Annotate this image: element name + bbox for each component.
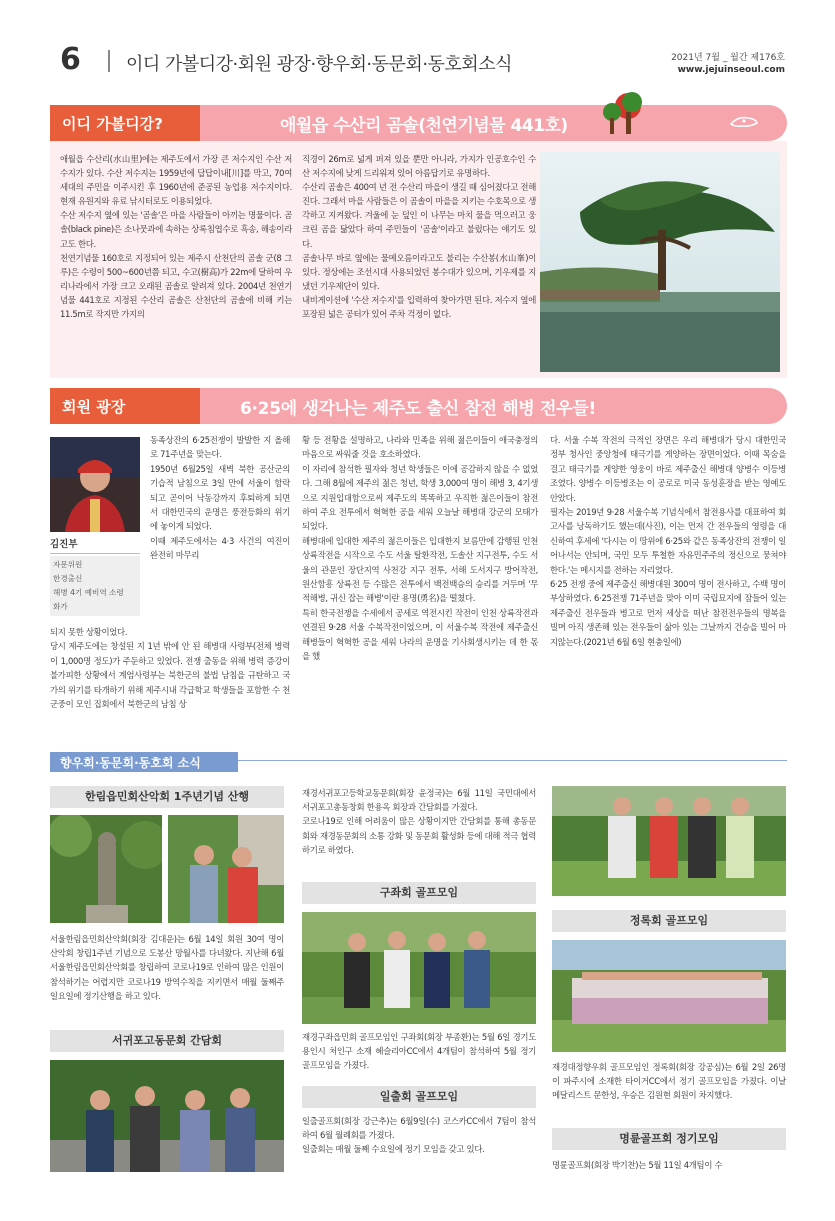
issue-label: 2021년 7월 _ 월간 제176호 [671,53,785,63]
author-info-line: 해병 4기 예비역 소령 [53,588,124,597]
news-item-body: 명륜골프회(회장 박기찬)는 5월 11일 4개팀이 수 [552,1160,723,1170]
author-info-line: 자문위원 [53,560,83,569]
website-link[interactable]: www.jejuinseoul.com [677,65,785,75]
author-name: 김진부 [50,536,140,554]
section2-column2: 황 등 전황을 설명하고, 나라와 민족을 위해 젊은이들이 애국충정의 마음으로 싸워줄 것을 호소하였다. 이 자리에 참석한 필자와 청년 학생들은 이에 공감하지 않을 수 없었다. 그해 8월에 제주의 젊은 청년, 학생 3,000여 명이 해병 3, 4기생으로 지원입대함으로써 제주도의 똑똑하고 우직한 젊은이들이 참전하여 주요 전투에서 혁혁한 공을 세워 오늘날 해병대 강군의 모태가 되었다. 해병대에 입대한 제주의 젊은이들은 입대한지 보름만에 감행된 인천상륙작전을 시작으로 수도 서울 탈환작전, 도솔산 지구전투, 수도 서울의 관문인 장단지역 사천강 지구 전투, 서해 도서지구 방어작전, 원산함흥 상륙전 등 수많은 전투에서 백전백승의 승리를 거두며 '무적해병, 귀신 잡는 해병'이란 용명(勇名)을 떨쳤다. 특히 한국전쟁을 수세에서 공세로 역전시킨 작전이 인천 상륙작전과 연결된 9·28 서울 수복작전이었으며, 이 서울수복 작전에 제주출신 해병들이 혁혁한 공을 세워 나라의 운명을 기사회생시키는 데 한 몫을 했 [302,435,538,662]
news-item-body: 재경대정향우회 골프모임인 정록회(회장 강공심)는 6월 2일 26명이 파주시에 소재한 타이거CC에서 정기 골프모임을 가졌다. 이날 메달리스트 문한성, 우승은 김원현 회원이 차지했다. [552,1062,786,1101]
section1-column2: 직경이 26m로 넓게 퍼져 있을 뿐만 아니라, 가지가 인공호수인 수산 저수지에 낮게 드리워져 있어 아름답기로 유명하다. 수산리 곰솔은 400여 년 전 수산리 마을이 생길 때 심어졌다고 전해진다. 그래서 마을 사람들은 이 곰솔이 마을을 지키는 수호목으로 생각하고 지켜왔다. 겨울에 눈 덮인 이 나무는 마치 물을 먹으러고 웅크린 곰을 닮았다 하여 주민들이 '곰솔'이라고 불렀다는 얘기도 있다. 곰솔나무 바로 옆에는 물메오름이라고도 불리는 수산봉(水山峯)이 있다. 정상에는 조선시대 사용되었던 봉수대가 있으며, 기우제를 지냈던 기우제단이 있다. 내비게이션에 '수산 저수지'를 입력하여 찾아가면 된다. 저수지 옆에 포장된 넓은 공터가 있어 주차 걱정이 없다. [302,154,536,320]
news-item-body: 재경서귀포고등학교동문회(회장 윤정국)는 6월 11일 국민대에서 서귀포고총동창회 한용옥 회장과 간담회를 가졌다. 코로나19로 인해 어려움이 많은 상황이지만 간담회를 통해 총동문회와 재경동문회의 소통 강화 및 동문회 활성화 등에 대해 적극 협력하기로 하였다. [302,788,536,855]
jeju-island-icon [728,112,760,132]
golfers-photo [552,786,786,896]
news-item-title: 구좌회 골프모임 [302,882,536,904]
section2-column1-bottom: 되지 못한 상황이었다. 당시 제주도에는 창설된 지 1년 밖에 안 된 해병대 사령부(전체 병력이 1,000명 정도)가 주둔하고 있었다. 전쟁 출동을 위해 병력 증강이 불가피한 상황에서 계엄사령부는 북한군의 불법 남침을 규탄하고 국가의 위기를 타개하기 위해 제주시내 각급학교 학생들을 포함한 수 천 군중이 모인 집회에서 북한군의 남침 상 [50,627,290,710]
news-item-body: 서울한림읍민회산악회(회장 김대운)는 6월 14일 회원 30여 명이 산악회 창립1주년 기념으로 도봉산 망월사를 다녀왔다. 지난해 6월 서울한림읍민회산악회를 창립하여 코로나19로 인하여 많은 인원이 참석하기는 어렵지만 코로나19 방역수칙을 지키면서 매월 둘째주 일요일에 정기산행을 하고 있다. [50,934,284,1001]
section2-column3: 다. 서울 수복 작전의 극적인 장면은 우리 해병대가 당시 대한민국 정부 청사인 중앙청에 태극기를 게양하는 장면이었다. 이때 목숨을 걸고 태극기를 게양한 영웅이 바로 제주출신 해병대 양병수 이등병조였다. 양병수 이등병조는 이 공로로 미국 동성훈장을 받는 영예도 안았다. 필자는 2019년 9·28 서울수복 기념식에서 참전용사를 대표하여 회고사를 낭독하기도 했는데(사진), 이는 먼저 간 전우들의 영령을 대신하여 후세에 '다시는 이 땅위에 6·25와 같은 동족상잔의 전쟁이 일어나서는 안되며, 국민 모두 투철한 자유민주주의 정신으로 뭉쳐야 한다.'는 메시지를 전하는 자리였다. 6·25 전쟁 중에 제주출신 해병대원 300여 명이 전사하고, 수백 명이 부상하였다. 6·25전쟁 71주년을 맞아 이미 국립묘지에 잠들어 있는 제주출신 전우들과 병고로 먼저 세상을 떠난 참전전우들의 명복을 빌며 아직 생존해 있는 전우들이 삶아 있는 그날까지 건승을 빌어 마지않는다.(2021년 6월 6일 현충일에) [550,435,786,647]
large-group-photo [552,940,786,1052]
tree-icon [598,90,648,136]
news-item-title: 한림읍민회산악회 1주년기념 산행 [50,786,284,808]
section1-tab-label: 이디 가볼디강? [62,115,163,133]
header-divider [108,50,110,72]
section2-column1-top: 동족상잔의 6·25전쟁이 발발한 지 올해로 71주년을 맞는다. 1950년 6월25일 새벽 북한 공산군의 기습적 남침으로 3일 만에 서울이 함락되고 곧이어 낙동강까지 후퇴하게 되면서 대한민국의 운명은 풍전등화의 위기에 놓이게 되었다. 이때 제주도에서는 4·3 사건의 여진이 완전히 마무리 [150,435,290,561]
news-item-title: 명륜골프회 정기모임 [552,1128,786,1150]
news-header-label: 향우회·동문회·동호회 소식 [60,756,201,770]
news-item-title: 일출회 골프모임 [302,1086,536,1108]
news-item-title: 서귀포고동문회 간담회 [50,1030,284,1052]
hikers-photo [168,815,284,923]
page-number: 6 [60,42,81,77]
page-title: 이디 가볼디강·회원 광장·향우회·동문회·동호회소식 [126,54,512,75]
statue-photo [50,815,162,923]
section2-title: 6·25에 생각나는 제주도 출신 참전 해병 전우들! [240,399,596,419]
section2-tab-label: 회원 광장 [62,398,126,416]
section1-column1: 애월읍 수산리(水山里)에는 제주도에서 가장 큰 저수지인 수산 저수지가 있다. 수산 저수지는 1959년에 답답이내[川]를 막고, 70여 세대의 주민을 이주시킨 후 1960년에 준공된 농업용 저수지이다. 현재 유원지와 유료 낚시터로도 이용되었다. 수산 저수지 옆에 있는 '곰솔'은 마을 사람들이 아끼는 명물이다. 곰솔(black pine)은 소나뭇과에 속하는 상록침엽수로 흑송, 해송이라고도 한다. 천연기념물 160호로 지정되어 있는 제주시 산천단의 곰솔 군(8 그루)은 수령이 500~600년쯤 되고, 수고(樹高)가 22m에 달하여 우리나라에서 가장 크고 오래된 곰솔로 알려져 있다. 2004년 천연기념물 441호로 지정된 수산리 곰솔은 산천단의 곰솔에 비해 키는 11.5m로 작지만 가지의 [60,154,292,320]
author-info-line: 화가 [53,602,68,611]
section1-title: 애월읍 수산리 곰솔(천연기념물 441호) [280,116,568,136]
news-item-body: 재경구좌읍민회 골프모임인 구좌회(회장 부종환)는 5월 6일 경기도 용인시 처인구 소재 헤슬리아CC에서 4개팀이 참석하여 5월 정기 골프모임을 가졌다. [302,1032,536,1071]
news-item-body: 일출골프회(회장 강근추)는 6월9일(수) 코스카CC에서 7팀이 참석하여 6월 월례회를 가졌다. 일출회는 매월 둘째 수요일에 정기 모임을 갖고 있다. [302,1116,536,1155]
news-item-title: 정록회 골프모임 [552,910,786,932]
golf-group-photo [302,912,536,1024]
alumni-photo [50,1060,284,1172]
pine-tree-photo [540,152,780,372]
author-portrait [50,437,140,532]
author-info-line: 한경출신 [53,574,83,583]
author-info [50,556,140,616]
